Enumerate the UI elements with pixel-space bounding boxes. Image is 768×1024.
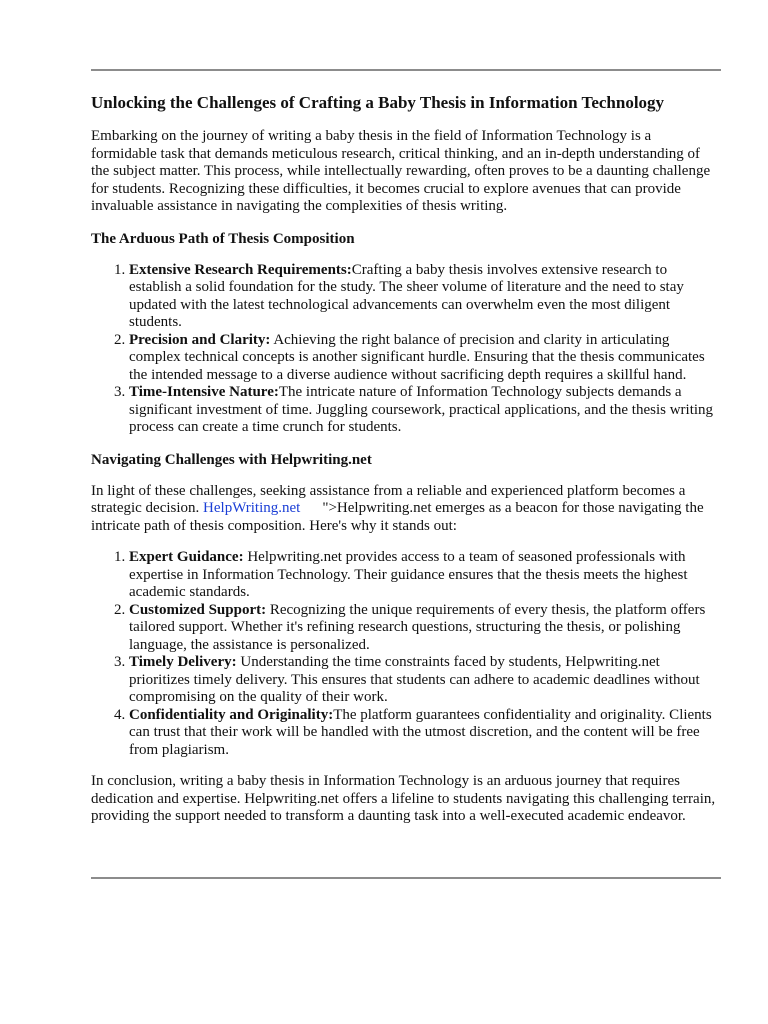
- list-item-text: Crafting a baby thesis involves extensive research to establish a solid foundation for the study. The sheer volume of literature and the need to stay updated with the latest technological advancements can overwhelm even the most diligent students.: [129, 261, 684, 330]
- list-item-text: The platform guarantees confidentiality and originality. Clients can trust that their work will be handled with the utmost discretion, and the content will be free from plagiarism.: [129, 706, 712, 758]
- list-item-text: Recognizing the unique requirements of every thesis, the platform offers tailored support. Whether it's refining research questions, structuring the thesis, or polishing language, the assistance is personalized.: [129, 601, 706, 653]
- paragraph-text-after: ">Helpwriting.net emerges as a beacon for those navigating the intricate path of thesis composition. Here's why it stands out:: [91, 500, 704, 534]
- list-item-title: Precision and Clarity:: [129, 331, 271, 348]
- list-item-text: Achieving the right balance of precision and clarity in articulating complex technical concepts is another significant hurdle. Ensuring that the thesis communicates the intended message to a diverse audience without sacrificing depth requires a skillful hand.: [129, 331, 705, 383]
- section-heading-arduous-path: The Arduous Path of Thesis Composition: [91, 230, 355, 247]
- list-item: [129, 262, 719, 332]
- article: [91, 93, 719, 840]
- intro-paragraph: Embarking on the journey of writing a baby thesis in the field of Information Technology is a formidable task that demands meticulous research, critical thinking, and an in-depth understanding of the subject matter. This process, while intellectually rewarding, often proves to be a daunting challenge for students. Recognizing these difficulties, it becomes crucial to explore avenues that can provide invaluable assistance in navigating the complexities of thesis writing.: [91, 128, 711, 214]
- benefits-list: [91, 549, 719, 759]
- list-item-text: Helpwriting.net provides access to a team of seasoned professionals with expertise in Information Technology. Their guidance ensures that the thesis meets the highest academic standards.: [129, 549, 688, 600]
- bottom-divider: [91, 877, 721, 879]
- list-item-title: Extensive Research Requirements:: [129, 261, 352, 278]
- list-item-title: Expert Guidance:: [129, 549, 244, 565]
- list-item: [129, 654, 719, 707]
- list-item-title: Confidentiality and Originality:: [129, 706, 334, 723]
- list-item: [129, 602, 719, 655]
- list-item-text: The intricate nature of Information Technology subjects demands a significant investment of time. Juggling coursework, practical applications, and the thesis writing process can create a time crunch for students.: [129, 384, 714, 435]
- list-item-title: Customized Support:: [129, 601, 267, 618]
- section-heading-navigating: Navigating Challenges with Helpwriting.net: [91, 451, 372, 468]
- helpwriting-paragraph: [91, 483, 719, 536]
- conclusion-paragraph: In conclusion, writing a baby thesis in Information Technology is an arduous journey that requires dedication and expertise. Helpwriting.net offers a lifeline to students navigating this challenging terrain, providing the support needed to transform a daunting task into a well-executed academic endeavor.: [91, 773, 716, 824]
- list-item: [129, 384, 719, 437]
- list-item-title: Time-Intensive Nature:: [129, 384, 279, 400]
- paragraph-text-before: In light of these challenges, seeking assistance from a reliable and experienced platform becomes a strategic decision.: [91, 482, 686, 516]
- list-item: [129, 332, 719, 385]
- helpwriting-link[interactable]: HelpWriting.net: [203, 500, 301, 516]
- page-title: Unlocking the Challenges of Crafting a Baby Thesis in Information Technology: [91, 93, 665, 112]
- list-item: [129, 549, 719, 602]
- list-item-text: Understanding the time constraints faced by students, Helpwriting.net prioritizes timely delivery. This ensures that students can adhere to academic deadlines without compromising on the quality of their work.: [129, 654, 700, 705]
- challenges-list: [91, 262, 719, 437]
- list-item-title: Timely Delivery:: [129, 654, 237, 670]
- list-item: [129, 707, 719, 760]
- top-divider: [91, 69, 721, 71]
